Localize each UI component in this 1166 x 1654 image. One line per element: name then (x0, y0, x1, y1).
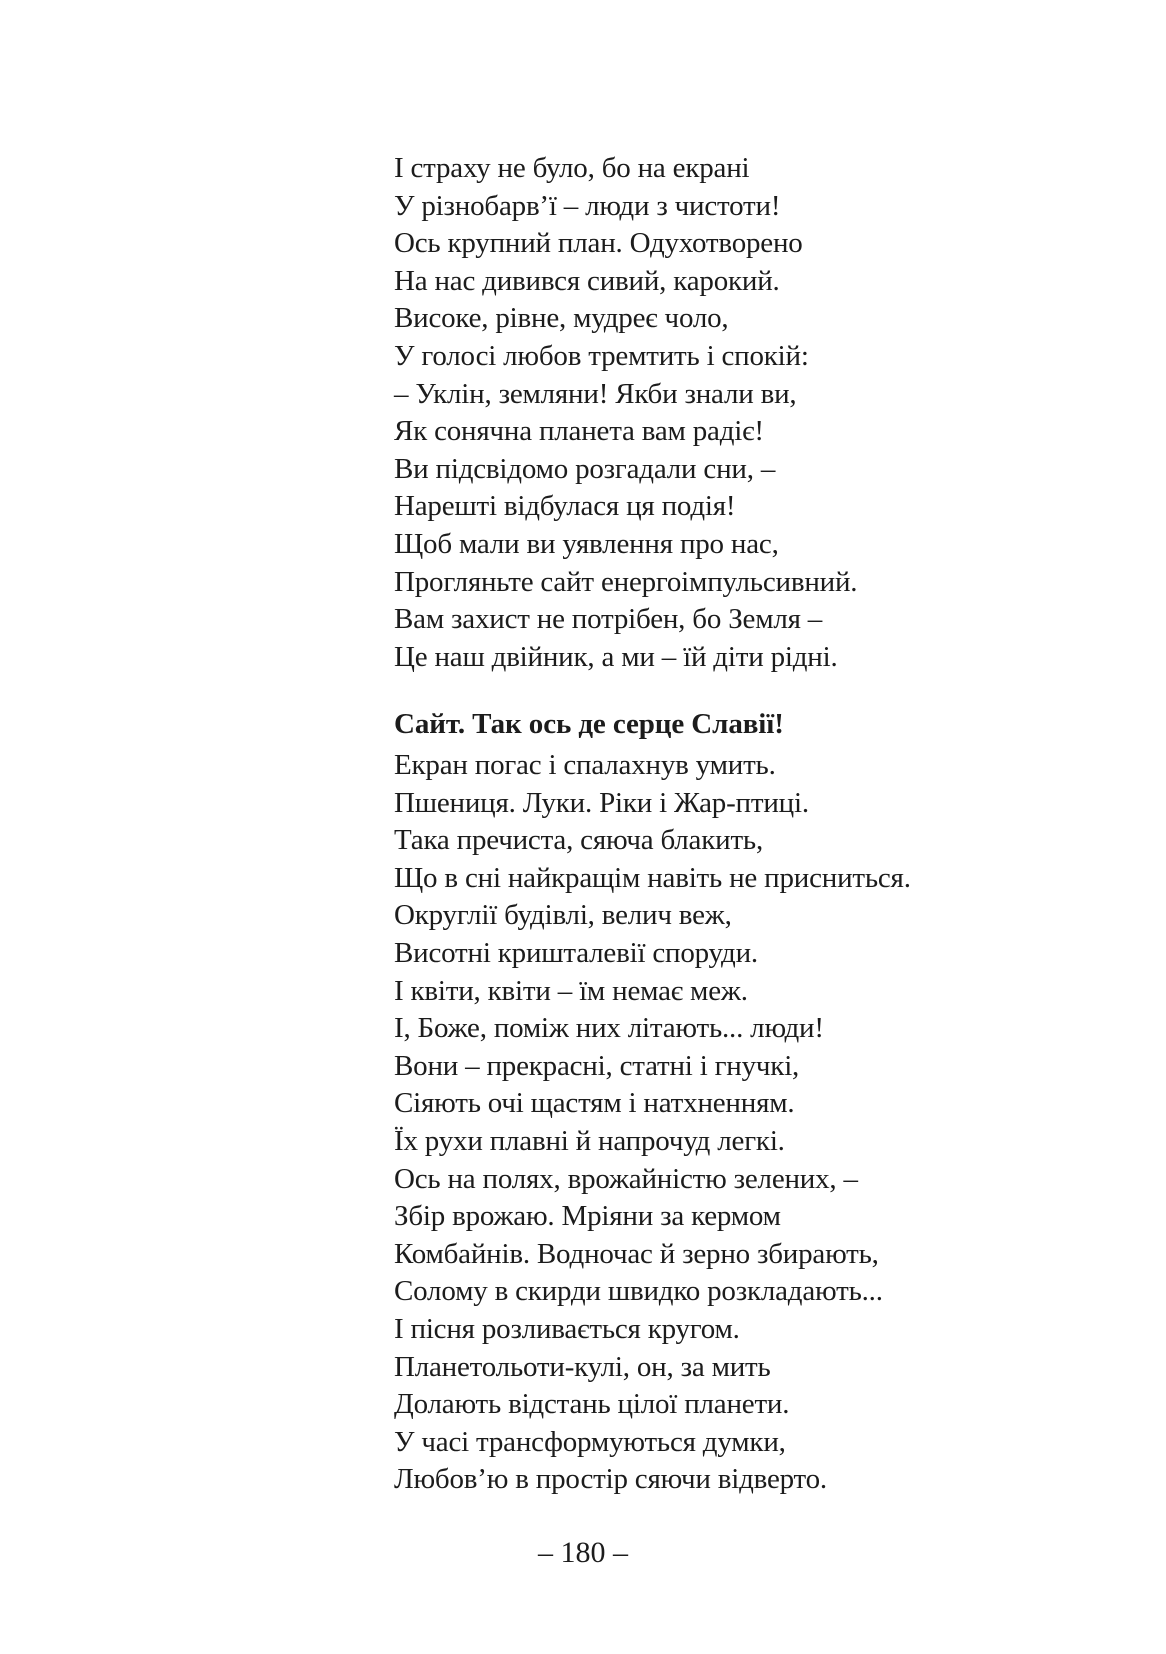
poem-line: Ось на полях, врожайністю зелених, – (394, 1162, 858, 1195)
poem-line: Висотні кришталевії споруди. (394, 936, 758, 969)
poem-line: Така пречиста, сяюча блакить, (394, 824, 763, 857)
poem-line: Пшениця. Луки. Ріки і Жар-птиці. (394, 786, 809, 819)
poem-line: Комбайнів. Водночас й зерно збирають, (394, 1237, 879, 1270)
poem-line: І пісня розливається кругом. (394, 1312, 740, 1345)
poem-line: Долають відстань цілої планети. (394, 1388, 790, 1421)
poem-line: Планетольоти-кулі, он, за мить (394, 1350, 771, 1383)
poem-line: Щоб мали ви уявлення про нас, (394, 527, 779, 560)
poem-line: Екран погас і спалахнув умить. (394, 749, 776, 781)
poem-line: Округлії будівлі, велич веж, (394, 899, 732, 932)
poem-line: У голосі любов тремтить і спокій: (394, 339, 809, 372)
poem-line: Солому в скирди швидко розкладають... (394, 1275, 883, 1308)
poem-line: У різнобарв’ї – люди з чистоти! (394, 189, 781, 222)
poem-line: Високе, рівне, мудреє чоло, (394, 302, 729, 335)
poem-line: Ви підсвідомо розгадали сни, – (394, 452, 776, 485)
poem-line: Нарешті відбулася ця подія! (394, 490, 736, 523)
poem-line: Вам захист не потрібен, бо Земля – (394, 603, 823, 636)
poem-line: Що в сні найкращім навіть не присниться. (394, 861, 911, 894)
poem-line: І страху не було, бо на екрані (394, 152, 750, 184)
section-heading: Сайт. Так ось де серце Славії! (394, 708, 784, 740)
poem-line: Як сонячна планета вам радіє! (394, 415, 764, 448)
poem-line: Це наш двійник, а ми – їй діти рідні. (394, 640, 838, 673)
poem-line: І, Боже, поміж них літають... люди! (394, 1012, 824, 1045)
page-number: – 180 – (538, 1536, 628, 1569)
poem-line: Любов’ю в простір сяючи відверто. (394, 1463, 827, 1496)
poem-line: Їх рухи плавні й напрочуд легкі. (394, 1124, 785, 1157)
poem-stanza-2 (394, 747, 911, 1499)
poem-line: І квіти, квіти – їм немає меж. (394, 974, 748, 1007)
poem-line: На нас дивився сивий, карокий. (394, 264, 780, 297)
poem-line: Збір врожаю. Мріяни за кермом (394, 1200, 781, 1233)
poem-line: Вони – прекрасні, статні і гнучкі, (394, 1049, 800, 1082)
poem-line: Ось крупний план. Одухотворено (394, 227, 803, 260)
poem-stanza-1 (394, 150, 857, 676)
poem-line: Сіяють очі щастям і натхненням. (394, 1087, 795, 1120)
poem-line: Прогляньте сайт енергоімпульсивний. (394, 565, 858, 598)
poem-line: – Уклін, земляни! Якби знали ви, (394, 377, 797, 410)
poem-line: У часі трансформуються думки, (394, 1425, 786, 1458)
